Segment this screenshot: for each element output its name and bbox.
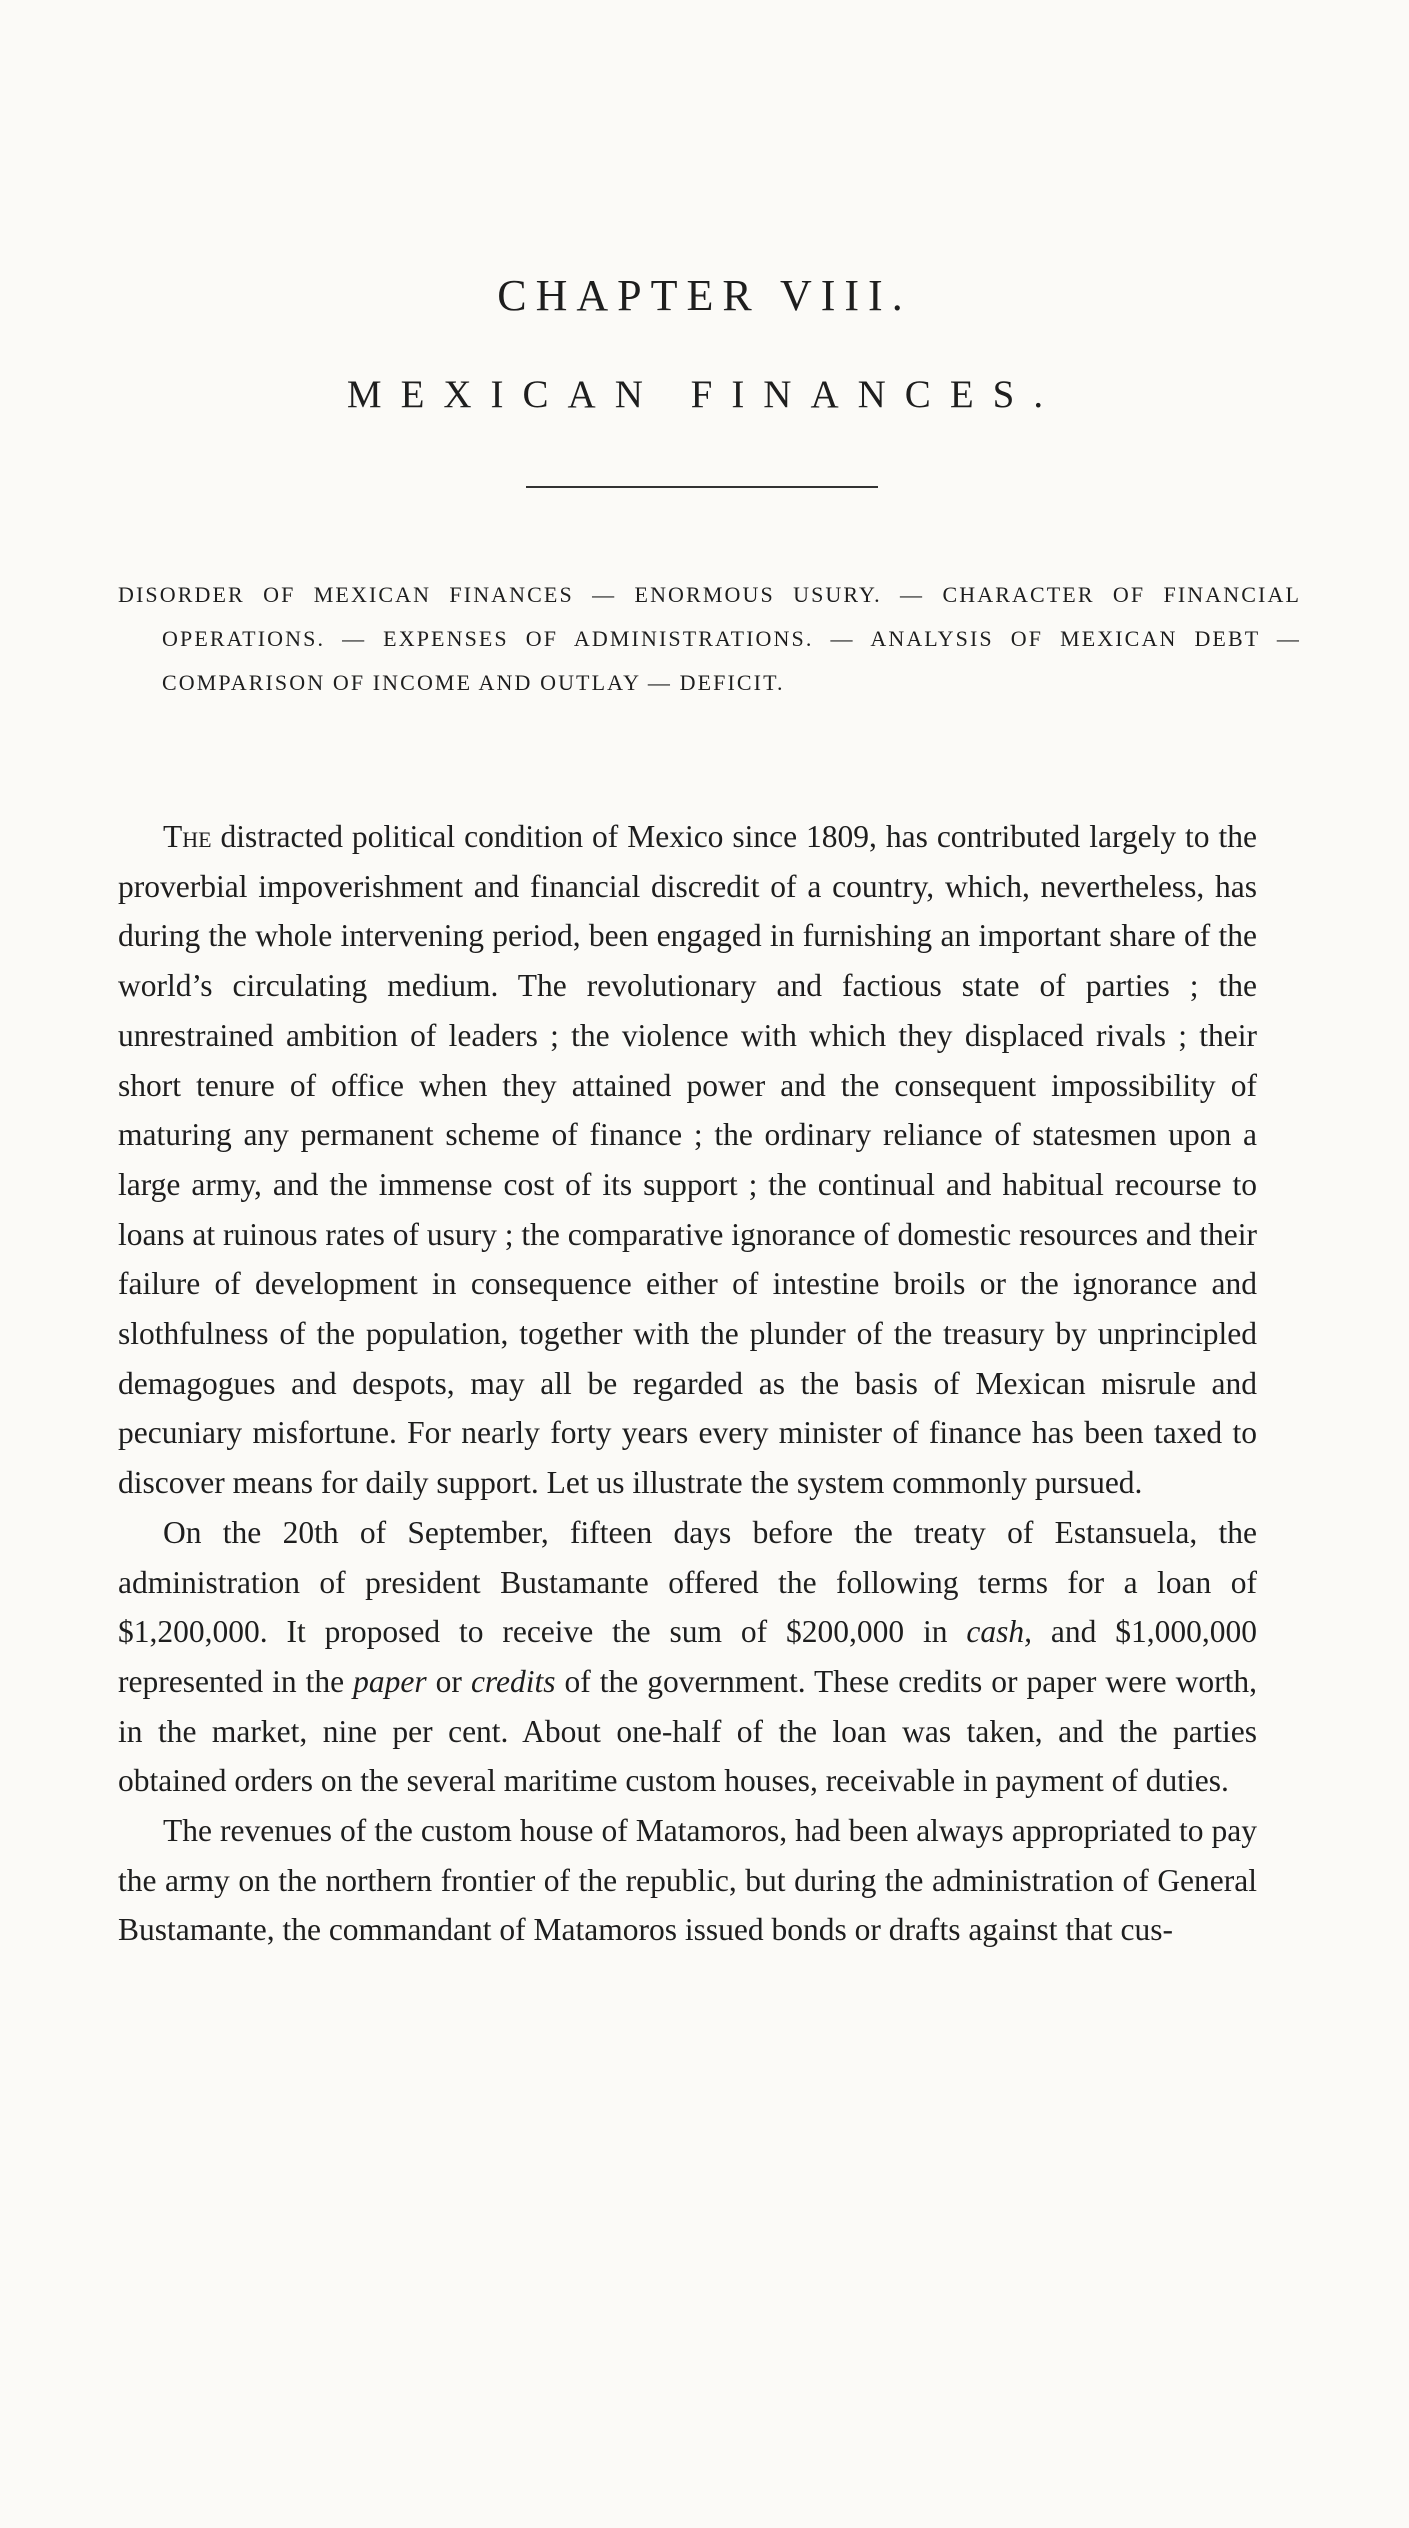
emphasis-cash: cash, — [966, 1614, 1033, 1650]
paragraph-2-text-a: On the 20th of September, fifteen days before the treaty of Estansuela, the administration of president Bustamante offered the following terms for a loan of $1,200,000. It proposed to receive the sum of $200,000 in — [118, 1514, 1257, 1650]
chapter-number: CHAPTER VIII. — [497, 271, 912, 320]
paragraph-lead-word: The — [163, 819, 212, 854]
emphasis-paper: paper — [353, 1663, 427, 1699]
paragraph-1 — [118, 812, 1257, 1508]
chapter-title: MEXICAN FINANCES. — [346, 373, 1063, 416]
chapter-synopsis: DISORDER OF MEXICAN FINANCES — ENORMOUS USURY. — CHARACTER OF FINANCIAL OPERATIONS. — EXPENSES OF ADMINISTRATIONS. — ANALYSIS OF MEXICAN DEBT — COMPARISON OF INCOME AND OUTLAY — DEFICIT. — [118, 582, 1301, 695]
paragraph-1-text: distracted political condition of Mexico since 1809, has contributed largely to the proverbial impoverishment and financial discredit of a country, which, nevertheless, has during the whole intervening period, been engaged in furnishing an important share of the world’s circulating medium. The revolutionary and factious state of parties ; the unrestrained ambition of leaders ; the violence with which they displaced rivals ; their short tenure of office when they attained power and the consequent impossibility of maturing any permanent scheme of finance ; the ordinary reliance of statesmen upon a large army, and the immense cost of its support ; the continual and habitual recourse to loans at ruinous rates of usury ; the comparative ignorance of domestic resources and their failure of development in consequence either of intestine broils or the ignorance and slothfulness of the population, together with the plunder of the treasury by unprincipled demagogues and despots, may all be regarded as the basis of Mexican misrule and pecuniary misfortune. For nearly forty years every minister of finance has been taxed to discover means for daily support. Let us illustrate the system commonly pursued. — [118, 819, 1257, 1501]
emphasis-credits: credits — [470, 1663, 556, 1699]
paragraph-2-text-b: and $1,000,000 represented in the — [118, 1614, 1257, 1699]
paragraph-2-text-d: of the government. These credits or paper were worth, in the market, nine per cent. About one-half of the loan was taken, and the parties obtained orders on the several maritime custom houses, receivable in payment of duties. — [118, 1663, 1257, 1799]
paragraph-2 — [118, 1508, 1257, 1806]
paragraph-2-text-c: or — [426, 1663, 471, 1699]
divider-rule — [526, 486, 878, 488]
paragraph-3: The revenues of the custom house of Matamoros, had been always appropriated to pay the army on the northern frontier of the republic, but during the administration of General Bustamante, the commandant of Matamoros issued bonds or drafts against that cus- — [118, 1813, 1257, 1948]
chapter-body — [118, 812, 1257, 1955]
